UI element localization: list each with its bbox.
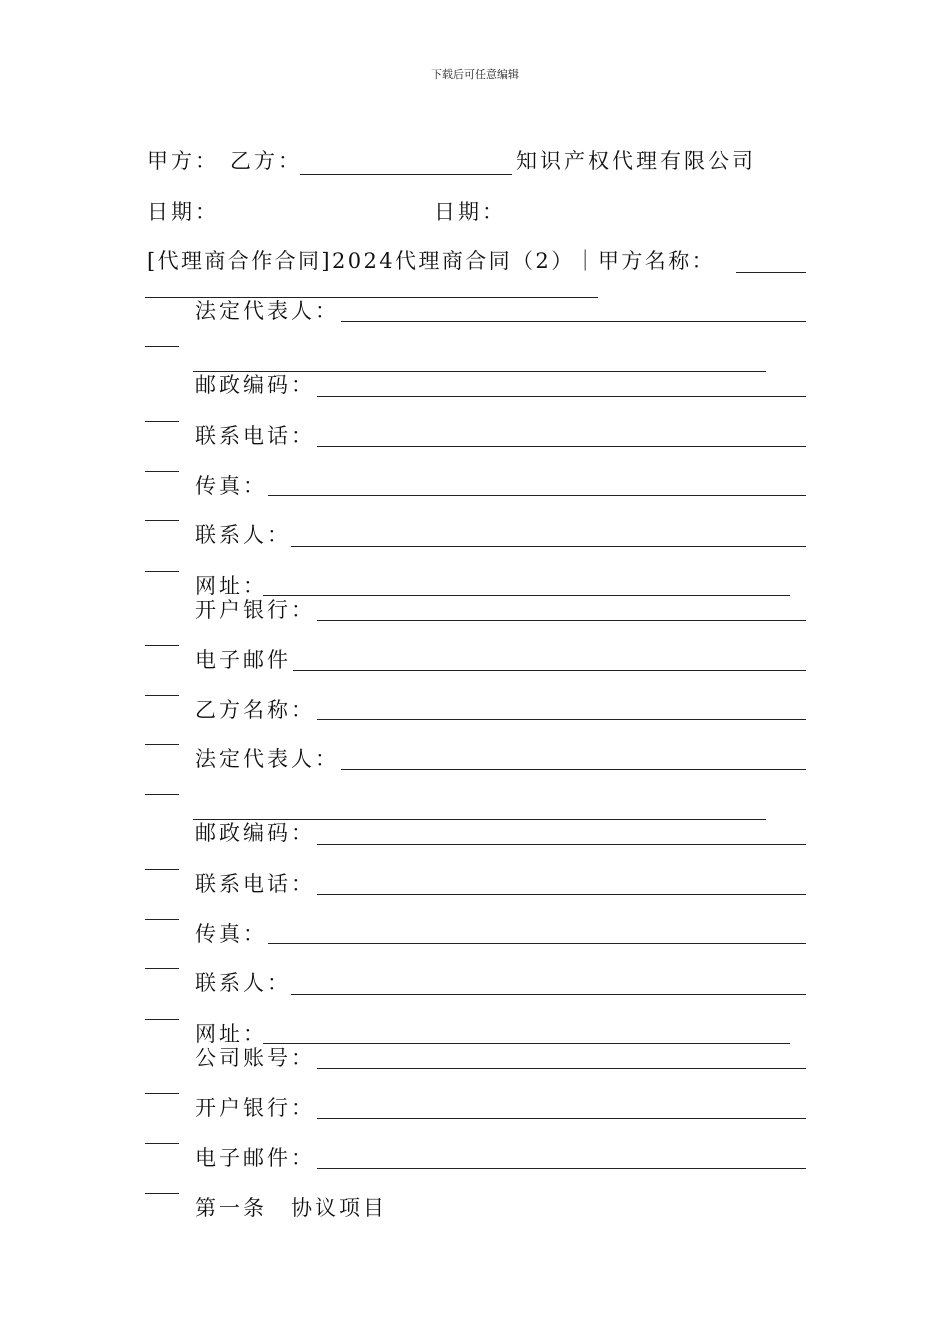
party-b-blank[interactable] [300, 174, 512, 175]
margin-stub [145, 421, 179, 422]
margin-stub [145, 571, 179, 572]
margin-stub [145, 869, 179, 870]
party-b-email-field[interactable] [317, 1168, 806, 1169]
party-a-legal-rep-label: 法定代表人： [195, 299, 339, 323]
party-a-phone-field[interactable] [317, 446, 806, 447]
party-b-postcode-label: 邮政编码： [195, 821, 315, 845]
party-a-fax-field[interactable] [268, 495, 806, 496]
margin-stub [145, 968, 179, 969]
party-b-company: 知识产权代理有限公司 [516, 149, 756, 173]
party-a-phone-label: 联系电话： [195, 424, 315, 448]
party-b-phone-label: 联系电话： [195, 872, 315, 896]
party-b-legal-rep-field[interactable] [341, 769, 806, 770]
party-a-label: 甲方： [147, 149, 219, 173]
party-a-website-label: 网址： [195, 574, 267, 598]
contract-title-line: [代理商合作合同]2024代理商合同（2）｜甲方名称： [147, 249, 715, 273]
party-b-account-label: 公司账号： [195, 1046, 315, 1070]
margin-stub [145, 695, 179, 696]
margin-stub [145, 1093, 179, 1094]
margin-stub [145, 1143, 179, 1144]
party-b-bank-label: 开户银行： [195, 1096, 315, 1120]
party-a-name-blank[interactable] [736, 272, 806, 273]
party-a-fax-label: 传真： [195, 474, 267, 498]
party-b-email-label: 电子邮件： [195, 1146, 315, 1170]
page-header: 下载后可任意编辑 [431, 68, 519, 81]
party-b-website-field[interactable] [263, 1043, 790, 1044]
party-a-bank-label: 开户银行： [195, 598, 315, 622]
party-b-postcode-field[interactable] [317, 844, 806, 845]
margin-stub [145, 744, 179, 745]
party-b-account-field[interactable] [317, 1068, 806, 1069]
margin-stub [145, 1019, 179, 1020]
party-b-contact-label: 联系人： [195, 971, 291, 995]
margin-stub [145, 346, 179, 347]
party-a-email-label: 电子邮件 [195, 648, 291, 672]
party-a-contact-label: 联系人： [195, 523, 291, 547]
party-a-email-field[interactable] [293, 670, 806, 671]
margin-stub [145, 645, 179, 646]
party-a-postcode-label: 邮政编码： [195, 373, 315, 397]
party-b-website-label: 网址： [195, 1022, 267, 1046]
party-b-name-field[interactable] [317, 719, 806, 720]
date-label-left: 日期： [147, 200, 219, 224]
party-b-contact-field[interactable] [291, 994, 806, 995]
party-a-website-field[interactable] [263, 595, 790, 596]
party-a-bank-field[interactable] [317, 620, 806, 621]
party-b-legal-rep-label: 法定代表人： [195, 747, 339, 771]
party-b-phone-field[interactable] [317, 894, 806, 895]
date-label-right: 日期： [434, 200, 506, 224]
party-a-postcode-field[interactable] [317, 396, 806, 397]
party-a-contact-field[interactable] [291, 546, 806, 547]
party-b-fax-label: 传真： [195, 922, 267, 946]
margin-stub [145, 471, 179, 472]
party-b-label: 乙方： [230, 149, 302, 173]
margin-stub [145, 919, 179, 920]
party-b-name-label: 乙方名称： [195, 698, 315, 722]
margin-stub [145, 1193, 179, 1194]
margin-stub [145, 794, 179, 795]
party-b-fax-field[interactable] [268, 943, 806, 944]
article-one-heading: 第一条 协议项目 [195, 1196, 387, 1220]
margin-stub [145, 520, 179, 521]
party-b-bank-field[interactable] [317, 1118, 806, 1119]
party-a-legal-rep-field[interactable] [341, 321, 806, 322]
